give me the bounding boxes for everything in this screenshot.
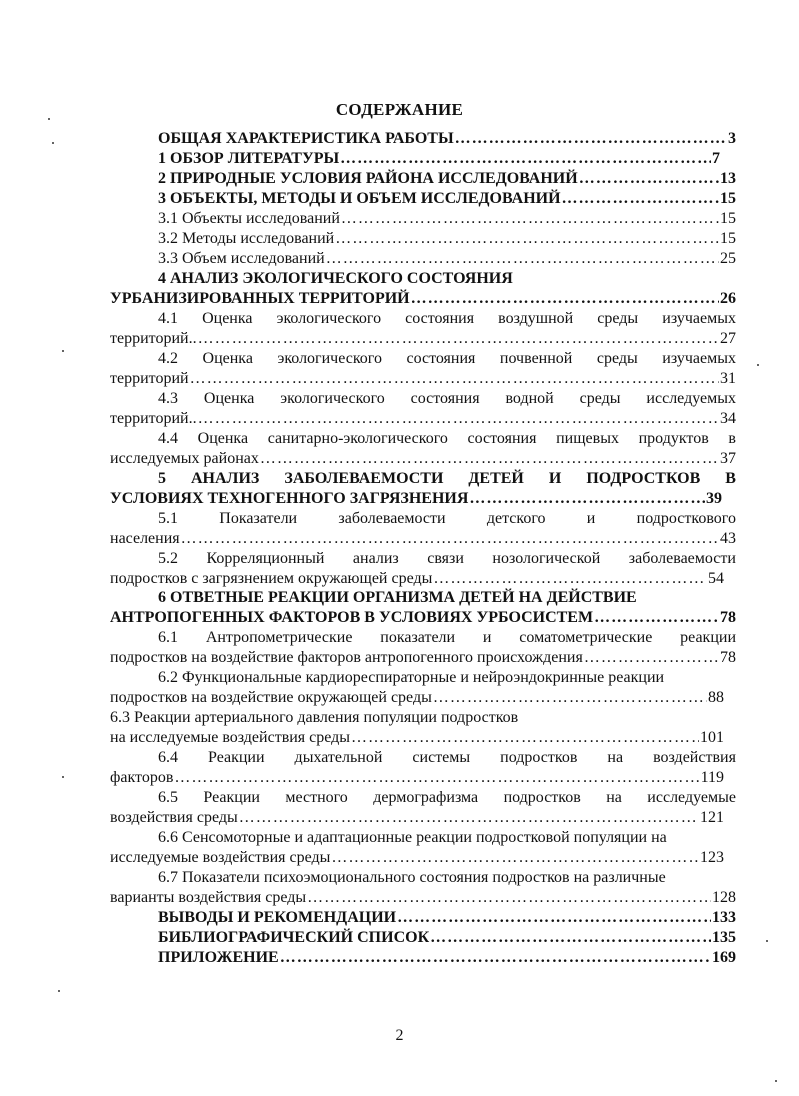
toc-entry-4-4: исследуемых районах …………………………………………………………………………………………………………………………………………………………………………………………………………… 37 bbox=[110, 449, 736, 469]
toc-entry-6-7: варианты воздействия среды …………………………………………………………………………………………………………………………………………………………………………………………………………… 128 bbox=[110, 888, 736, 908]
toc-entry-5-2: подростков с загрязнением окружающей среды …………………………………………………………………………………………………………………………………………………………………………………………………………… 54 bbox=[110, 569, 724, 589]
toc-entry-6-6-line1: 6.6 Сенсомоторные и адаптационные реакции подростковой популяции на bbox=[158, 829, 667, 846]
scan-speck bbox=[52, 142, 54, 144]
toc-entry-6-2: подростков на воздействие окружающей среды …………………………………………………………………………………………………………………………………………………………………………………………………………… 88 bbox=[110, 688, 724, 708]
scan-speck bbox=[766, 940, 768, 942]
scan-speck bbox=[62, 776, 64, 778]
toc-entry-6-6: исследуемые воздействия среды …………………………………………………………………………………………………………………………………………………………………………………………………………… 123 bbox=[110, 848, 724, 868]
toc-entry-ch6: АНТРОПОГЕННЫХ ФАКТОРОВ В УСЛОВИЯХ УРБОСИСТЕМ …………………………………………………………………………………………………………………………………………………………………………………………………………… 78 bbox=[110, 608, 736, 628]
toc-entry-4-2: территорий …………………………………………………………………………………………………………………………………………………………………………………………………………… 31 bbox=[110, 369, 736, 389]
scan-speck bbox=[62, 350, 64, 352]
toc-entry-5-2-line1: 5.2 Корреляционный анализ связи нозологической заболеваемости bbox=[158, 550, 736, 567]
toc-entry-bibliography: БИБЛИОГРАФИЧЕСКИЙ СПИСОК …………………………………………………………………………………………………………………………………………………………………………………………………………… 135 bbox=[158, 928, 736, 948]
toc-entry-6-3: на исследуемые воздействия среды …………………………………………………………………………………………………………………………………………………………………………………………………………… 101 bbox=[110, 728, 724, 748]
toc-entry-6-4-line1: 6.4 Реакции дыхательной системы подростков на воздействия bbox=[158, 749, 736, 766]
toc-entry-6-5: воздействия среды …………………………………………………………………………………………………………………………………………………………………………………………………………… 121 bbox=[110, 808, 724, 828]
toc-entry-3-2: 3.2 Методы исследований …………………………………………………………………………………………………………………………………………………………………………………………………………… 15 bbox=[158, 229, 736, 249]
toc-entry-ch4-line1: 4 АНАЛИЗ ЭКОЛОГИЧЕСКОГО СОСТОЯНИЯ bbox=[158, 270, 513, 287]
toc-entry-6-2-line1: 6.2 Функциональные кардиореспираторные и нейроэндокринные реакции bbox=[158, 669, 665, 686]
toc-entry-5-1-line1: 5.1 Показатели заболеваемости детского и подросткового bbox=[158, 510, 736, 527]
toc-entry-ch1: 1 ОБЗОР ЛИТЕРАТУРЫ …………………………………………………………………………………………………………………………………………………………………………………………………………… 7 bbox=[158, 149, 720, 169]
toc-entry-6-4: факторов …………………………………………………………………………………………………………………………………………………………………………………………………………… 119 bbox=[110, 768, 724, 788]
toc-entry-6-7-line1: 6.7 Показатели психоэмоционального состояния подростков на различные bbox=[158, 869, 666, 886]
toc-entry-ch2: 2 ПРИРОДНЫЕ УСЛОВИЯ РАЙОНА ИССЛЕДОВАНИЙ …………………………………………………………………………………………………………………………………………………………………………………………………………… 13 bbox=[158, 169, 736, 189]
toc-entry-conclusions: ВЫВОДЫ И РЕКОМЕНДАЦИИ …………………………………………………………………………………………………………………………………………………………………………………………………………… 133 bbox=[158, 908, 736, 928]
toc-entry-4-2-line1: 4.2 Оценка экологического состояния почвенной среды изучаемых bbox=[158, 350, 736, 367]
toc-entry-4-1-line1: 4.1 Оценка экологического состояния воздушной среды изучаемых bbox=[158, 310, 736, 327]
toc-entry-6-3-line1: 6.3 Реакции артериального давления популяции подростков bbox=[110, 709, 519, 726]
scan-speck bbox=[48, 118, 50, 120]
toc-entry-6-1: подростков на воздействие факторов антропогенного происхождения …………………………………………………………………………………………………………………………………………………………………………………………………………… 78 bbox=[110, 648, 736, 668]
toc-entry-general: ОБЩАЯ ХАРАКТЕРИСТИКА РАБОТЫ …………………………………………………………………………………………………………………………………………………………………………………………………………… 3 bbox=[158, 129, 736, 149]
toc-entry-3-1: 3.1 Объекты исследований …………………………………………………………………………………………………………………………………………………………………………………………………………… 15 bbox=[158, 209, 736, 229]
toc-entry-appendix: ПРИЛОЖЕНИЕ …………………………………………………………………………………………………………………………………………………………………………………………………………… 169 bbox=[158, 948, 736, 968]
toc-entry-6-5-line1: 6.5 Реакции местного дермографизма подростков на исследуемые bbox=[158, 789, 736, 806]
page-title: СОДЕРЖАНИЕ bbox=[335, 100, 464, 119]
toc-entry-ch5: УСЛОВИЯХ ТЕХНОГЕННОГО ЗАГРЯЗНЕНИЯ …………………………………………………………………………………………………………………………………………………………………………………………………………… 39 bbox=[110, 489, 722, 509]
toc-entry-6-1-line1: 6.1 Антропометрические показатели и соматометрические реакции bbox=[158, 629, 736, 646]
toc-entry-4-3-line1: 4.3 Оценка экологического состояния водной среды исследуемых bbox=[158, 390, 736, 407]
toc-entry-3-3: 3.3 Объем исследований …………………………………………………………………………………………………………………………………………………………………………………………………………… 25 bbox=[158, 249, 736, 269]
toc-entry-ch5-line1: 5 АНАЛИЗ ЗАБОЛЕВАЕМОСТИ ДЕТЕЙ И ПОДРОСТКОВ В bbox=[158, 470, 736, 487]
scan-speck bbox=[757, 364, 759, 366]
toc-entry-ch3: 3 ОБЪЕКТЫ, МЕТОДЫ И ОБЪЕМ ИССЛЕДОВАНИЙ …………………………………………………………………………………………………………………………………………………………………………………………………………… 15 bbox=[158, 189, 736, 209]
toc-entry-5-1: населения …………………………………………………………………………………………………………………………………………………………………………………………………………… 43 bbox=[110, 529, 736, 549]
toc-entry-ch4: УРБАНИЗИРОВАННЫХ ТЕРРИТОРИЙ …………………………………………………………………………………………………………………………………………………………………………………………………………… 26 bbox=[110, 289, 736, 309]
scan-speck bbox=[775, 1080, 777, 1082]
toc-entry-4-1: территорий.. …………………………………………………………………………………………………………………………………………………………………………………………………………… 27 bbox=[110, 329, 736, 349]
page-number: 2 bbox=[395, 1027, 404, 1044]
toc-entry-ch6-line1: 6 ОТВЕТНЫЕ РЕАКЦИИ ОРГАНИЗМА ДЕТЕЙ НА ДЕЙСТВИЕ bbox=[158, 589, 637, 606]
scan-speck bbox=[58, 990, 60, 992]
toc-entry-4-4-line1: 4.4 Оценка санитарно-экологического состояния пищевых продуктов в bbox=[158, 430, 736, 447]
toc-entry-4-3: территорий.. …………………………………………………………………………………………………………………………………………………………………………………………………………… 34 bbox=[110, 409, 736, 429]
